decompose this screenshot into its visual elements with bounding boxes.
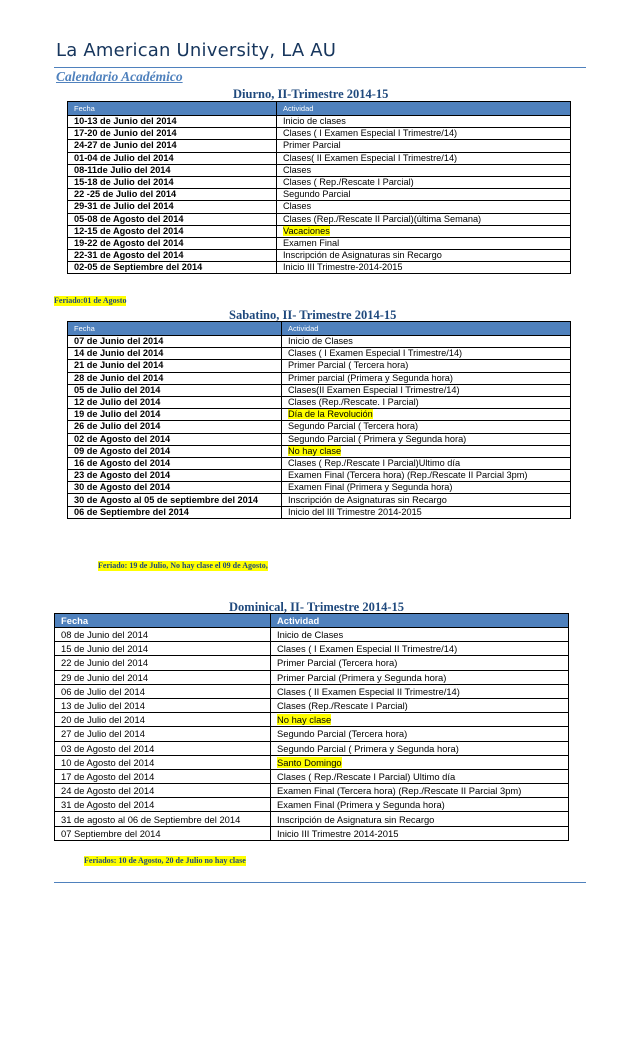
table-row	[68, 409, 571, 421]
actividad-text: No hay clase	[288, 445, 342, 456]
actividad-text: Inscripción de Asignaturas sin Recargo	[288, 494, 447, 505]
actividad-text: Inscripción de Asignaturas sin Recargo	[283, 250, 442, 261]
table-row	[68, 189, 571, 201]
table-header-row	[55, 614, 569, 628]
header-rule	[54, 67, 586, 68]
actividad-text: Clases( II Examen Especial I Trimestre/14)	[283, 152, 458, 163]
actividad-text: Segundo Parcial (Tercera hora)	[277, 728, 408, 740]
table-row	[68, 457, 571, 469]
fecha-cell: 23 de Agosto del 2014	[68, 470, 282, 482]
table-row	[55, 826, 569, 840]
fecha-cell: 15 de Junio del 2014	[55, 642, 271, 656]
fecha-cell: 29-31 de Julio del 2014	[68, 201, 277, 213]
actividad-cell	[271, 727, 569, 741]
actividad-cell	[277, 176, 571, 188]
table-row	[68, 152, 571, 164]
fecha-cell: 22 de Junio del 2014	[55, 656, 271, 670]
actividad-text: Inicio del III Trimestre 2014-2015	[288, 506, 422, 517]
fecha-cell: 28 de Junio del 2014	[68, 372, 282, 384]
actividad-text: No hay clase	[277, 714, 332, 726]
fecha-cell: 09 de Agosto del 2014	[68, 445, 282, 457]
actividad-text: Clases ( I Examen Especial I Trimestre/14)	[288, 348, 463, 359]
dominical-title: Dominical, II- Trimestre 2014-15	[229, 600, 404, 614]
actividad-text: Clases ( Rep./Rescate I Parcial)Ultimo día	[288, 457, 461, 468]
actividad-cell	[277, 237, 571, 249]
actividad-cell	[282, 482, 571, 494]
table-row	[55, 812, 569, 826]
fecha-cell: 30 de Agosto al 05 de septiembre del 2014	[68, 494, 282, 506]
actividad-text: Inscripción de Asignatura sin Recargo	[277, 813, 435, 825]
sabatino-holiday-note: Feriado: 19 de Julio, No hay clase el 09 de Agosto,	[98, 561, 268, 570]
sabatino-table	[67, 321, 571, 519]
actividad-cell	[271, 826, 569, 840]
fecha-cell: 22 -25 de Julio del 2014	[68, 189, 277, 201]
actividad-cell	[271, 812, 569, 826]
actividad-cell	[282, 470, 571, 482]
actividad-text: Clases(II Examen Especial I Trimestre/14)	[288, 384, 460, 395]
actividad-text: Clases	[283, 201, 312, 212]
fecha-cell: 14 de Junio del 2014	[68, 348, 282, 360]
actividad-text: Segundo Parcial	[283, 189, 351, 200]
actividad-cell	[271, 656, 569, 670]
table-row	[55, 769, 569, 783]
table-row	[68, 445, 571, 457]
actividad-text: Clases ( Rep./Rescate I Parcial) Ultimo día	[277, 770, 456, 782]
actividad-text: Segundo Parcial ( Primera y Segunda hora)	[277, 742, 459, 754]
actividad-cell	[282, 421, 571, 433]
table-row	[68, 482, 571, 494]
actividad-cell	[271, 755, 569, 769]
table-row	[68, 116, 571, 128]
actividad-cell	[271, 741, 569, 755]
actividad-text: Clases (Rep./Rescate I Parcial)	[277, 700, 408, 712]
actividad-cell	[277, 250, 571, 262]
table-header-row	[68, 322, 571, 336]
actividad-text: Primer parcial (Primera y Segunda hora)	[288, 372, 453, 383]
table-row	[55, 741, 569, 755]
actividad-text: Primer Parcial ( Tercera hora)	[288, 360, 409, 371]
fecha-cell: 08-11de Julio del 2014	[68, 164, 277, 176]
col-header-fecha: Fecha	[68, 322, 282, 336]
fecha-cell: 02 de Agosto del 2014	[68, 433, 282, 445]
fecha-cell: 21 de Junio del 2014	[68, 360, 282, 372]
table-row	[68, 262, 571, 274]
table-row	[68, 348, 571, 360]
actividad-text: Clases ( I Examen Especial I Trimestre/14)	[283, 128, 458, 139]
actividad-cell	[277, 201, 571, 213]
fecha-cell: 30 de Agosto del 2014	[68, 482, 282, 494]
table-row	[55, 727, 569, 741]
actividad-text: Segundo Parcial ( Tercera hora)	[288, 421, 419, 432]
table-row	[68, 506, 571, 518]
actividad-cell	[277, 152, 571, 164]
actividad-cell	[277, 164, 571, 176]
actividad-text: Segundo Parcial ( Primera y Segunda hora)	[288, 433, 467, 444]
actividad-text: Clases ( I Examen Especial II Trimestre/14)	[277, 643, 458, 655]
fecha-cell: 17-20 de Junio del 2014	[68, 128, 277, 140]
table-row	[55, 642, 569, 656]
fecha-cell: 05 de Julio del 2014	[68, 384, 282, 396]
actividad-text: Clases ( II Examen Especial II Trimestre/14)	[277, 685, 460, 697]
col-header-actividad: Actividad	[271, 614, 569, 628]
fecha-cell: 07 de Junio del 2014	[68, 336, 282, 348]
table-row	[68, 225, 571, 237]
fecha-cell: 01-04 de Julio del 2014	[68, 152, 277, 164]
actividad-text: Clases ( Rep./Rescate I Parcial)	[283, 177, 414, 188]
actividad-text: Examen Final (Tercera hora) (Rep./Rescate II Parcial 3pm)	[277, 785, 522, 797]
table-row	[55, 684, 569, 698]
actividad-text: Examen Final (Primera y Segunda hora)	[288, 482, 453, 493]
actividad-cell	[282, 336, 571, 348]
table-row	[68, 372, 571, 384]
fecha-cell: 07 Septiembre del 2014	[55, 826, 271, 840]
actividad-cell	[271, 670, 569, 684]
actividad-cell	[282, 372, 571, 384]
fecha-cell: 02-05 de Septiembre del 2014	[68, 262, 277, 274]
actividad-cell	[277, 140, 571, 152]
diurno-table	[67, 101, 571, 274]
dominical-holiday-note: Feriados: 10 de Agosto, 20 de Julio no hay clase	[84, 856, 246, 865]
sabatino-title: Sabatino, II- Trimestre 2014-15	[229, 308, 397, 322]
fecha-cell: 12 de Julio del 2014	[68, 396, 282, 408]
fecha-cell: 31 de Agosto del 2014	[55, 798, 271, 812]
fecha-cell: 26 de Julio del 2014	[68, 421, 282, 433]
col-header-fecha: Fecha	[55, 614, 271, 628]
col-header-fecha: Fecha	[68, 102, 277, 116]
table-row	[68, 433, 571, 445]
table-row	[68, 201, 571, 213]
table-row	[68, 336, 571, 348]
diurno-holiday-note: Feriado:01 de Agosto	[54, 296, 127, 305]
actividad-text: Santo Domingo	[277, 756, 342, 768]
actividad-cell	[282, 433, 571, 445]
actividad-cell	[282, 506, 571, 518]
actividad-cell	[282, 348, 571, 360]
fecha-cell: 31 de agosto al 06 de Septiembre del 2014	[55, 812, 271, 826]
table-row	[55, 755, 569, 769]
actividad-text: Clases (Rep./Rescate II Parcial)(última Semana)	[283, 213, 482, 224]
document-title: La American University, LA AU	[56, 40, 337, 61]
dominical-table	[54, 613, 569, 841]
table-row	[68, 250, 571, 262]
fecha-cell: 24 de Agosto del 2014	[55, 784, 271, 798]
actividad-text: Inicio III Trimestre-2014-2015	[283, 262, 403, 273]
fecha-cell: 06 de Septiembre del 2014	[68, 506, 282, 518]
table-row	[68, 164, 571, 176]
table-header-row	[68, 102, 571, 116]
actividad-cell	[277, 213, 571, 225]
actividad-cell	[282, 494, 571, 506]
actividad-text: Examen Final (Primera y Segunda hora)	[277, 799, 445, 811]
table-row	[68, 470, 571, 482]
table-row	[68, 237, 571, 249]
fecha-cell: 13 de Julio del 2014	[55, 698, 271, 712]
actividad-cell	[277, 128, 571, 140]
actividad-cell	[271, 798, 569, 812]
fecha-cell: 22-31 de Agosto del 2014	[68, 250, 277, 262]
diurno-title: Diurno, II-Trimestre 2014-15	[233, 87, 389, 101]
fecha-cell: 19-22 de Agosto del 2014	[68, 237, 277, 249]
actividad-cell	[277, 262, 571, 274]
actividad-text: Clases	[283, 164, 312, 175]
table-row	[55, 628, 569, 642]
actividad-cell	[271, 769, 569, 783]
fecha-cell: 20 de Julio del 2014	[55, 713, 271, 727]
fecha-cell: 03 de Agosto del 2014	[55, 741, 271, 755]
actividad-cell	[282, 384, 571, 396]
footer-rule	[54, 882, 586, 883]
table-row	[68, 360, 571, 372]
table-row	[68, 421, 571, 433]
actividad-text: Día de la Revolución	[288, 409, 373, 420]
actividad-cell	[271, 698, 569, 712]
actividad-cell	[277, 189, 571, 201]
actividad-cell	[282, 360, 571, 372]
actividad-text: Primer Parcial (Tercera hora)	[277, 657, 398, 669]
table-row	[55, 784, 569, 798]
actividad-cell	[271, 784, 569, 798]
actividad-cell	[282, 396, 571, 408]
actividad-cell	[277, 116, 571, 128]
actividad-cell	[271, 642, 569, 656]
actividad-text: Examen Final (Tercera hora) (Rep./Rescate II Parcial 3pm)	[288, 470, 528, 481]
actividad-text: Examen Final	[283, 237, 340, 248]
fecha-cell: 08 de Junio del 2014	[55, 628, 271, 642]
fecha-cell: 12-15 de Agosto del 2014	[68, 225, 277, 237]
table-row	[68, 140, 571, 152]
actividad-cell	[282, 445, 571, 457]
actividad-text: Clases (Rep./Rescate. I Parcial)	[288, 397, 419, 408]
actividad-text: Inicio III Trimestre 2014-2015	[277, 827, 399, 839]
actividad-text: Primer Parcial (Primera y Segunda hora)	[277, 671, 447, 683]
actividad-cell	[271, 713, 569, 727]
actividad-cell	[271, 684, 569, 698]
table-row	[68, 494, 571, 506]
actividad-text: Vacaciones	[283, 225, 330, 236]
fecha-cell: 05-08 de Agosto del 2014	[68, 213, 277, 225]
actividad-text: Inicio de clases	[283, 116, 346, 127]
actividad-text: Primer Parcial	[283, 140, 341, 151]
actividad-cell	[271, 628, 569, 642]
fecha-cell: 16 de Agosto del 2014	[68, 457, 282, 469]
fecha-cell: 17 de Agosto del 2014	[55, 769, 271, 783]
actividad-text: Inicio de Clases	[277, 629, 344, 641]
fecha-cell: 29 de Junio del 2014	[55, 670, 271, 684]
table-row	[55, 670, 569, 684]
table-row	[55, 656, 569, 670]
fecha-cell: 15-18 de Julio del 2014	[68, 176, 277, 188]
actividad-cell	[282, 409, 571, 421]
col-header-actividad: Actividad	[277, 102, 571, 116]
fecha-cell: 24-27 de Junio del 2014	[68, 140, 277, 152]
table-row	[55, 713, 569, 727]
table-row	[68, 213, 571, 225]
document-subtitle: Calendario Académico	[56, 69, 183, 84]
fecha-cell: 10 de Agosto del 2014	[55, 755, 271, 769]
table-row	[55, 698, 569, 712]
actividad-text: Inicio de Clases	[288, 336, 353, 347]
table-row	[55, 798, 569, 812]
table-row	[68, 128, 571, 140]
fecha-cell: 19 de Julio del 2014	[68, 409, 282, 421]
fecha-cell: 10-13 de Junio del 2014	[68, 116, 277, 128]
table-row	[68, 176, 571, 188]
actividad-cell	[282, 457, 571, 469]
fecha-cell: 06 de Julio del 2014	[55, 684, 271, 698]
fecha-cell: 27 de Julio del 2014	[55, 727, 271, 741]
actividad-cell	[277, 225, 571, 237]
table-row	[68, 384, 571, 396]
table-row	[68, 396, 571, 408]
col-header-actividad: Actividad	[282, 322, 571, 336]
